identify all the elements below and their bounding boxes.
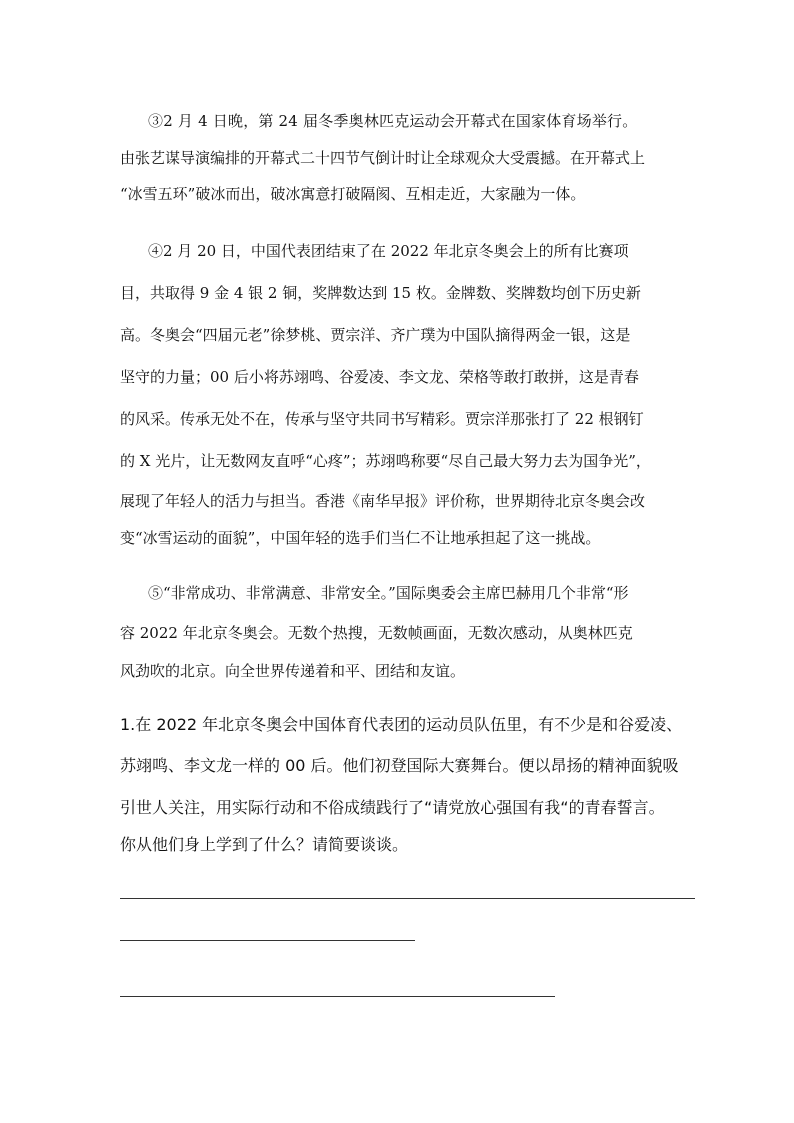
answer-line[interactable]: [120, 940, 415, 941]
paragraph-line: 风劲吹的北京。向全世界传递着和平、团结和友谊。: [120, 662, 466, 680]
answer-line[interactable]: [120, 996, 555, 997]
paragraph-line: ⑤“非常成功、非常满意、非常安全。”国际奥委会主席巴赫用几个非常“形: [148, 584, 629, 602]
paragraph-line: 变“冰雪运动的面貌”，中国年轻的选手们当仁不让地承担起了这一挑战。: [120, 529, 601, 547]
question-line: 引世人关注，用实际行动和不俗成绩践行了“请党放心强国有我“的青春誓言。: [120, 798, 665, 817]
paragraph-line: ④2 月 20 日，中国代表团结束了在 2022 年北京冬奥会上的所有比赛项: [148, 242, 629, 260]
paragraph-line: 高。冬奥会“四届元老”徐梦桃、贾宗洋、齐广璞为中国队摘得两金一银，这是: [120, 326, 631, 344]
paragraph-line: ③2 月 4 日晚，第 24 届冬季奥林匹克运动会开幕式在国家体育场举行。: [148, 112, 638, 130]
answer-line[interactable]: [120, 898, 695, 899]
paragraph-line: 的风采。传承无处不在，传承与坚守共同书写精彩。贾宗洋那张打了 22 根钢钉: [120, 410, 644, 428]
paragraph-line: 由张艺谋导演编排的开幕式二十四节气倒计时让全球观众大受震撼。在开幕式上: [120, 149, 646, 167]
question-line: 苏翊鸣、李文龙一样的 00 后。他们初登国际大赛舞台。便以昂扬的精神面貌吸: [120, 756, 679, 775]
paragraph-line: 坚守的力量；00 后小将苏翊鸣、谷爱凌、李文龙、荣格等敢打敢拼，这是青春: [120, 368, 639, 386]
paragraph-line: “冰雪五环”破冰而出，破冰寓意打破隔阂、互相走近，大家融为一体。: [120, 185, 586, 203]
paragraph-line: 的 X 光片，让无数网友直呼“心疼”；苏翊鸣称要“尽自己最大努力去为国争光”，: [120, 452, 651, 470]
paragraph-line: 容 2022 年北京冬奥会。无数个热搜，无数帧画面，无数次感动，从奥林匹克: [120, 624, 633, 642]
paragraph-line: 目，共取得 9 金 4 银 2 铜，奖牌数达到 15 枚。金牌数、奖牌数均创下历史新: [120, 284, 641, 302]
question-line: 你从他们身上学到了什么？请简要谈谈。: [120, 835, 409, 854]
paragraph-line: 展现了年轻人的活力与担当。香港《南华早报》评价称，世界期待北京冬奥会改: [120, 492, 646, 510]
question-line: 1.在 2022 年北京冬奥会中国体育代表团的运动员队伍里，有不少是和谷爱凌、: [120, 715, 683, 734]
